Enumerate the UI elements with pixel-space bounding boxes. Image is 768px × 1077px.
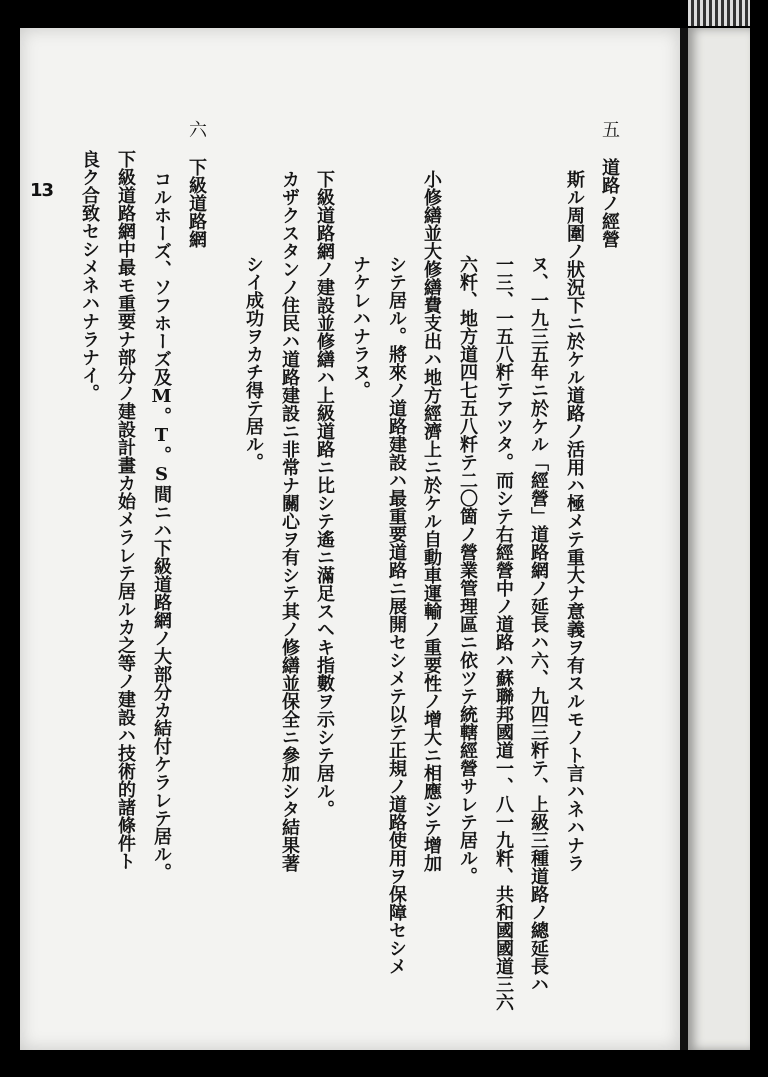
- text-line-12: 下級道路網中最モ重要ナ部分ノ建設計畫カ始メラレテ居ルカ之等ノ建設ハ技術的諸條件ト: [115, 150, 136, 870]
- text-line-10: シイ成功ヲカチ得テ居ル。: [243, 255, 264, 471]
- text-line-9: カザクスタンノ住民ハ道路建設ニ非常ナ關心ヲ有シテ其ノ修繕並保全ニ參加シタ結果著: [279, 170, 300, 872]
- text-line-1: 斯ル周圍ノ狀況下ニ於ケル道路ノ活用ハ極メテ重大ナ意義ヲ有スルモノト言ハネハナラ: [564, 170, 585, 872]
- section-title-road-management: 道路ノ經營: [599, 158, 620, 248]
- text-line-6: シテ居ル。將來ノ道路建設ハ最重要道路ニ展開セシメテ以テ正規ノ道路使用ヲ保障セシメ: [386, 255, 407, 975]
- text-line-2: ヌ、一九三五年ニ於ケル「經營」道路網ノ延長ハ六、九四三粁テ、上級三種道路ノ總延長ハ: [528, 255, 549, 993]
- text-line-13: 良ク合致セシメネハナラナイ。: [79, 150, 100, 402]
- text-line-5: 小修繕並大修繕費支出ハ地方經濟上ニ於ケル自動車運輸ノ重要性ノ增大ニ相應シテ增加: [421, 170, 442, 872]
- facing-page-edge: [688, 28, 750, 1050]
- section-number-five: 五: [599, 120, 620, 138]
- section-number-six: 六: [186, 120, 207, 138]
- text-line-11: コルホーズ、ソフホーズ及M。T。S間ニハ下級道路網ノ大部分カ結付ケラレテ居ル。: [151, 170, 172, 881]
- text-line-3: 一三、一五八粁テアツタ。而シテ右經營中ノ道路ハ蘇聯邦國道一、八一九粁、共和國國道三六: [493, 255, 514, 1011]
- book-spine: [680, 28, 688, 1050]
- binding-edge: [688, 0, 750, 26]
- section-title-lower-roads: 下級道路網: [186, 158, 207, 248]
- text-line-8: 下級道路網ノ建設並修繕ハ上級道路ニ比シテ遙ニ滿足スヘキ指數ヲ示シテ居ル。: [314, 170, 335, 818]
- text-line-4: 六粁、地方道四七五八粁テ二〇箇ノ營業管理區ニ依ツテ統轄經營サレテ居ル。: [457, 255, 478, 885]
- text-line-7: ナケレハナラヌ。: [350, 255, 371, 399]
- page-number: 13: [30, 180, 54, 201]
